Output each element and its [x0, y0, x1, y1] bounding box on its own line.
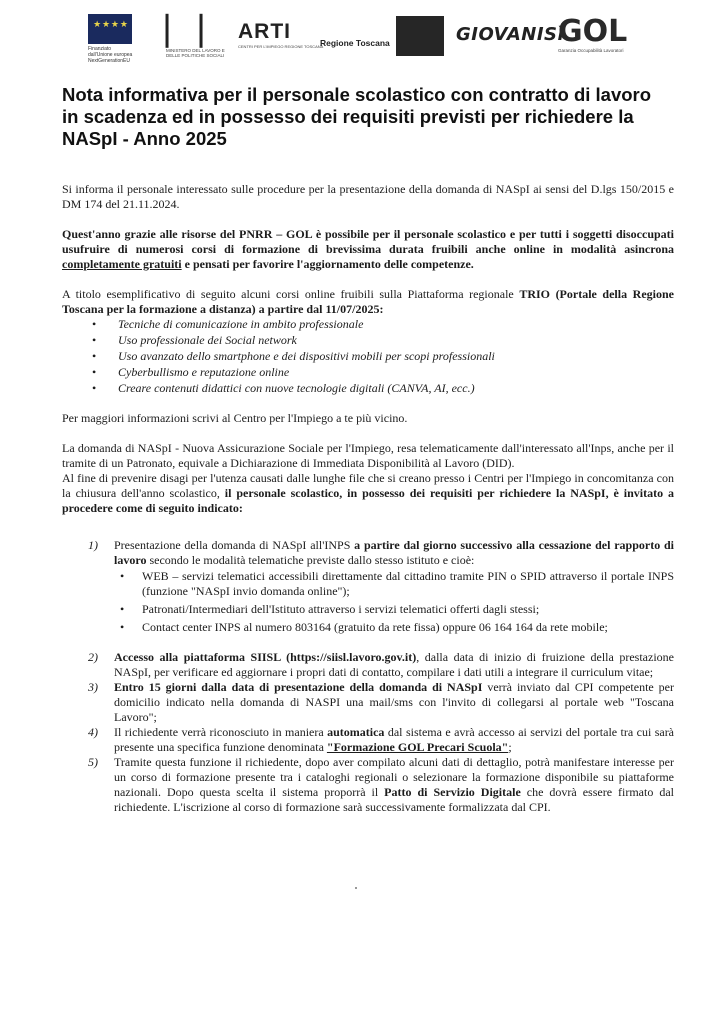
- step-item: [88, 680, 674, 725]
- step-item: [88, 755, 674, 815]
- regione-toscana-label: Regione Toscana: [320, 38, 390, 48]
- step-text: Il richiedente verrà riconosciuto in maniera: [114, 725, 328, 739]
- arti-logo: [238, 20, 328, 49]
- step-text: verrà inviato dal CPI competente per domicilio indicato nella domanda di NASPI una mail/sms con l'invito di collegarsi al portale web "Toscana Lavoro";: [114, 680, 675, 724]
- eu-flag-icon: ★ ★ ★ ★: [88, 14, 132, 44]
- document-body: [62, 182, 674, 815]
- pnrr-paragraph: [62, 227, 674, 272]
- naspi-desc-text: La domanda di NASpI - Nuova Assicurazione Sociale per l'Impiego, resa telematicamente dall'interessato all'Inps, anche per il tramite di un Patronato, equivale a Dichiarazione di Immediata Disponibilità al Lavoro (DID).: [62, 441, 674, 470]
- step-text: , dalla data di inizio di fruizione della prestazione NASpI, per verificare ed aggiornare i propri dati di contatto, compilare i dati utili a integrare il curriculum vitae;: [114, 650, 674, 679]
- steps-list: [62, 538, 674, 815]
- step-bold-underlined: "Formazione GOL Precari Scuola": [326, 740, 509, 754]
- step-number: 2): [88, 650, 98, 664]
- trio-platform-text: TRIO (Portale della Regione Toscana per la formazione a distanza) a partire dal 11/07/2025:: [62, 287, 674, 316]
- course-list: [62, 317, 674, 396]
- step-item: [88, 725, 674, 755]
- gol-logo-mark: GOL: [558, 14, 628, 49]
- pnrr-text-end: e pensati per favorire l'aggiornamento delle competenze.: [181, 257, 474, 271]
- pegaso-logo-icon: [396, 16, 444, 56]
- ministero-logo-text: MINISTERO DEL LAVORO E DELLE POLITICHE SOCIALI: [166, 48, 225, 58]
- step-bold: Accesso alla piattaforma SIISL (https://siisl.lavoro.gov.it): [114, 650, 417, 664]
- step-text: che dovrà essere firmato dal richiedente. L'iscrizione al corso di formazione sarà successivamente formalizzata dal CPI.: [114, 785, 674, 814]
- step-text: secondo le modalità telematiche previste dallo stesso istituto e cioè:: [146, 553, 475, 567]
- scan-speck: [355, 887, 357, 889]
- step-item: [88, 538, 674, 635]
- list-item: • WEB – servizi telematici accessibili direttamente dal cittadino tramite PIN o SPID attraverso il portale INPS (funzione "NASpI invio domanda online");: [120, 569, 674, 599]
- giovanisi-logo: GIOVANISì: [456, 24, 565, 45]
- info-cpi-paragraph: Per maggiori informazioni scrivi al Centro per l'Impiego a te più vicino.: [62, 411, 408, 425]
- eu-logo-text: Finanziato dall'Unione europea NextGenerationEU: [88, 46, 133, 64]
- list-item: • Uso avanzato dello smartphone e dei dispositivi mobili per scopi professionali: [92, 349, 674, 364]
- step-number: 4): [88, 725, 98, 739]
- spacer: [88, 638, 674, 650]
- list-item: • Patronati/Intermediari dell'Istituto attraverso i servizi telematici offerti dagli stessi;: [120, 602, 674, 617]
- list-item: • Tecniche di comunicazione in ambito professionale: [92, 317, 674, 332]
- step-bold: Patto di Servizio Digitale: [384, 785, 521, 799]
- arti-logo-text: CENTRI PER L'IMPIEGO REGIONE TOSCANA: [238, 44, 324, 49]
- ministero-logo: [166, 14, 236, 58]
- step-number: 5): [88, 755, 98, 769]
- step-item: [88, 650, 674, 680]
- list-item: • Cyberbullismo e reputazione online: [92, 365, 674, 380]
- naspi-paragraph: [62, 441, 674, 516]
- trio-paragraph: [62, 287, 674, 317]
- eu-logo: [88, 14, 134, 64]
- list-item: • Uso professionale dei Social network: [92, 333, 674, 348]
- list-item: • Contact center INPS al numero 803164 (gratuito da rete fissa) oppure 06 164 164 da rete mobile;: [120, 620, 674, 635]
- pnrr-text: Quest'anno grazie alle risorse del PNRR – GOL è possibile per il personale scolastico e per tutti i soggetti disoccupati usufruire di numerosi corsi di formazione di brevissima durata fruibili anche online in modalità asincrona: [62, 227, 674, 256]
- logo-bar: [88, 14, 648, 76]
- intro-paragraph: Si informa il personale interessato sulle procedure per la presentazione della domanda di NASpI ai sensi del D.lgs 150/2015 e DM 174 del 21.11.2024.: [62, 182, 674, 211]
- step-bold: Entro 15 giorni dalla data di presentazione della domanda di NASpI: [114, 680, 483, 694]
- step-bold: a partire dal giorno successivo alla cessazione del rapporto di lavoro: [114, 538, 675, 567]
- gol-logo-text: Garanzia Occupabilità Lavoratori: [558, 48, 624, 53]
- naspi-invite-text: Al fine di prevenire disagi per l'utenza causati dalle lunghe file che si creano presso i Centri per l'Impiego in concomitanza con la chiusura dell'anno scolastico,: [62, 471, 674, 500]
- submission-channels: [114, 569, 674, 635]
- step-text: Tramite questa funzione il richiedente, dopo aver compilato alcuni dati di dettaglio, potrà manifestare interesse per un corso di formazione presente tra i cataloghi regionali o selezionare la formazione disponibile su piattaforme nazionali. Dopo questa scelta il sistema proporrà il: [114, 755, 674, 799]
- trio-text: A titolo esemplificativo di seguito alcuni corsi online fruibili sulla Piattaforma regionale: [62, 287, 520, 301]
- step-number: 1): [88, 538, 98, 552]
- arti-logo-mark: ARTI: [238, 20, 291, 43]
- pnrr-free-text: completamente gratuiti: [62, 257, 182, 271]
- gol-logo: [558, 16, 648, 53]
- naspi-invite-bold: il personale scolastico, in possesso dei requisiti per richiedere la NASpI, è invitato a procedere come di seguito indicato:: [62, 486, 674, 515]
- step-number: 3): [88, 680, 98, 694]
- list-item: • Creare contenuti didattici con nuove tecnologie digitali (CANVA, AI, ecc.): [92, 381, 674, 396]
- step-text: dal sistema e avrà accesso ai servizi del portale tra cui sarà presente una specifica funzione denominata: [114, 725, 675, 754]
- document-title: Nota informativa per il personale scolastico con contratto di lavoro in scadenza ed in possesso dei requisiti previsti per richiedere la NASpI - Anno 2025: [62, 84, 652, 149]
- step-bold: automatica: [327, 725, 385, 739]
- ministero-emblem-icon: ⎸⎸: [166, 12, 234, 49]
- step-text: ;: [508, 740, 512, 754]
- step-text: Presentazione della domanda di NASpI all'INPS: [114, 538, 355, 552]
